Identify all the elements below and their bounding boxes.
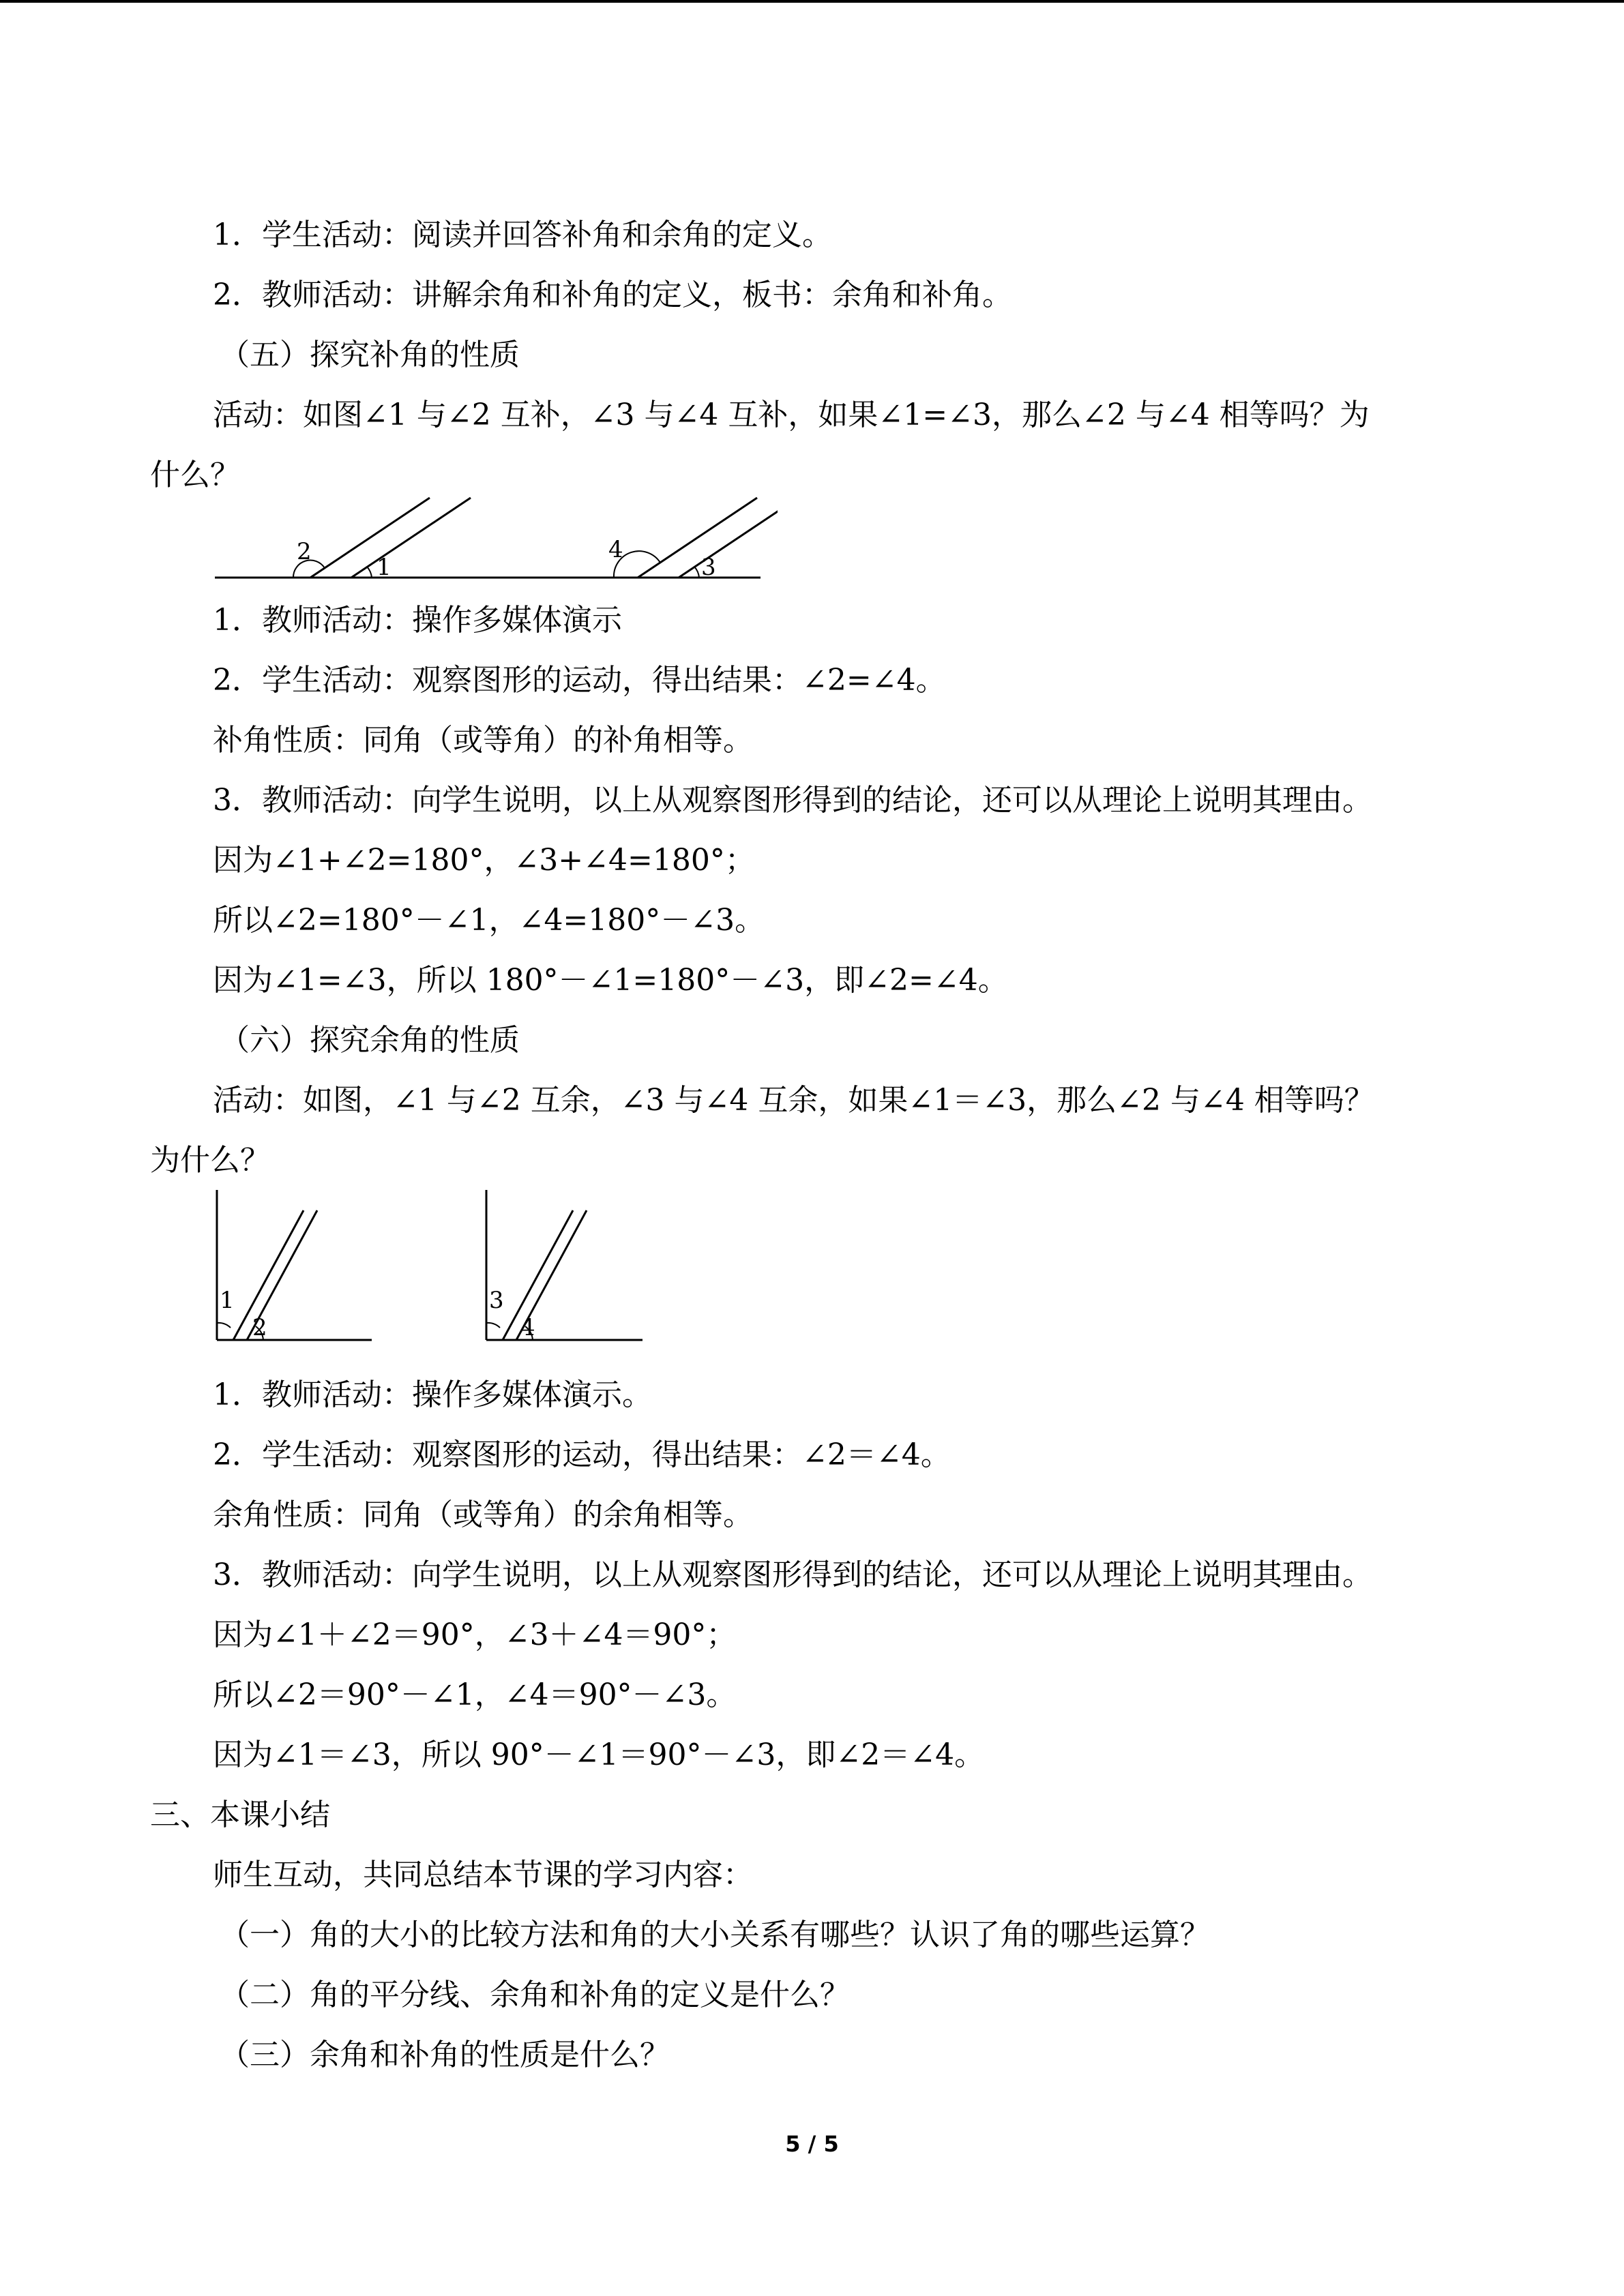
text-line: 活动：如图∠1 与∠2 互补，∠3 与∠4 互补，如果∠1=∠3，那么∠2 与∠4 相等吗？为 [213, 398, 1370, 432]
section-heading: （六）探究余角的性质 [220, 1023, 520, 1058]
text-line: 2．教师活动：讲解余角和补角的定义，板书：余角和补角。 [213, 278, 1012, 312]
text-line: 1．教师活动：操作多媒体演示。 [213, 1377, 652, 1412]
text-line: 3．教师活动：向学生说明，以上从观察图形得到的结论，还可以从理论上说明其理由。 [213, 783, 1372, 818]
angle-label: 3 [489, 1287, 504, 1314]
angle-label: 3 [701, 554, 716, 581]
summary-item: （二）角的平分线、余角和补角的定义是什么？ [220, 1978, 850, 2012]
supplementary-angles-figure [205, 491, 778, 589]
text-line: 为什么？ [150, 1143, 270, 1178]
text-line: 活动：如图，∠1 与∠2 互余，∠3 与∠4 互余，如果∠1＝∠3，那么∠2 与∠4 相等吗？ [213, 1083, 1374, 1118]
angle-label: 2 [297, 538, 312, 565]
angle-label: 4 [608, 536, 623, 563]
text-line: 师生互动，共同总结本节课的学习内容： [213, 1858, 753, 1892]
page-top-border [0, 0, 1624, 3]
section-heading: （五）探究补角的性质 [220, 338, 520, 372]
summary-item: （三）余角和补角的性质是什么？ [220, 2038, 670, 2072]
summary-item: （一）角的大小的比较方法和角的大小关系有哪些？认识了角的哪些运算？ [220, 1918, 1210, 1952]
page-number: 5 / 5 [785, 2131, 839, 2157]
text-line: 因为∠1=∠3，所以 180°－∠1=180°－∠3，即∠2=∠4。 [213, 963, 1008, 998]
text-line: 余角性质：同角（或等角）的余角相等。 [213, 1497, 753, 1532]
text-line: 因为∠1＋∠2＝90°，∠3＋∠4＝90°； [213, 1617, 737, 1652]
text-line: 2．学生活动：观察图形的运动，得出结果：∠2=∠4。 [213, 663, 946, 698]
section-heading: 三、本课小结 [150, 1798, 330, 1832]
text-line: 3．教师活动：向学生说明，以上从观察图形得到的结论，还可以从理论上说明其理由。 [213, 1557, 1372, 1592]
angle-label: 1 [377, 554, 392, 581]
text-line: 1．学生活动：阅读并回答补角和余角的定义。 [213, 218, 832, 252]
text-line: 因为∠1+∠2=180°，∠3+∠4=180°； [213, 843, 755, 878]
text-line: 因为∠1＝∠3，所以 90°－∠1＝90°－∠3，即∠2＝∠4。 [213, 1738, 985, 1772]
text-line: 补角性质：同角（或等角）的补角相等。 [213, 723, 753, 758]
text-line: 所以∠2=180°－∠1，∠4=180°－∠3。 [213, 903, 765, 938]
angle-label: 1 [220, 1287, 235, 1314]
text-line: 所以∠2＝90°－∠1，∠4＝90°－∠3。 [213, 1678, 737, 1712]
text-line: 2．学生活动：观察图形的运动，得出结果：∠2＝∠4。 [213, 1437, 951, 1472]
text-line: 1．教师活动：操作多媒体演示 [213, 603, 622, 638]
complementary-angles-figure [205, 1187, 668, 1353]
angle-label: 2 [252, 1314, 267, 1341]
angle-label: 4 [520, 1314, 535, 1341]
text-line: 什么？ [150, 458, 240, 492]
